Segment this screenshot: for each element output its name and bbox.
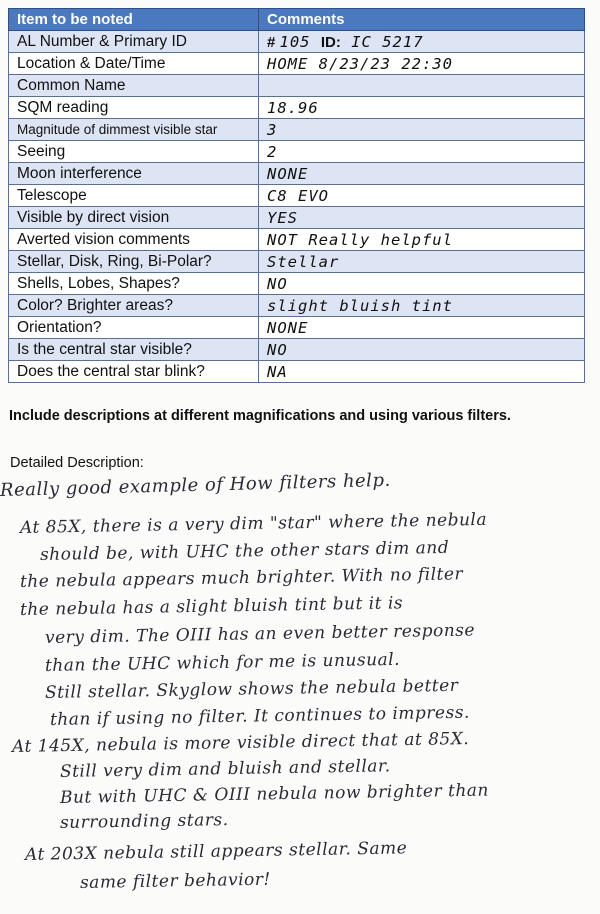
handwritten-line: than if using no filter. It continues to impress. [49, 702, 471, 730]
row-value: YES [259, 207, 585, 229]
row-label: Averted vision comments [9, 229, 259, 251]
table-row [9, 97, 585, 119]
header-item: Item to be noted [9, 9, 259, 31]
primary-id: IC 5217 [351, 32, 424, 51]
handwritten-line: Still very dim and bluish and stellar. [59, 756, 391, 782]
header-comments: Comments [259, 9, 585, 31]
handwritten-line: At 85X, there is a very dim "star" where the nebula [19, 509, 488, 538]
detailed-description-label: Detailed Description: [10, 455, 144, 471]
handwritten-line: But with UHC & OIII nebula now brighter than [59, 780, 490, 808]
row-label: Orientation? [9, 317, 259, 339]
row-label: Common Name [9, 75, 259, 97]
row-value: NA [259, 361, 585, 383]
row-label: Shells, Lobes, Shapes? [9, 273, 259, 295]
number-prefix: # [267, 33, 280, 51]
table-row [9, 75, 585, 97]
row-label: Seeing [9, 141, 259, 163]
table-row [9, 119, 585, 141]
row-label: Color? Brighter areas? [9, 295, 259, 317]
row-value: NONE [259, 163, 585, 185]
table-row [9, 53, 585, 75]
table-row [9, 185, 585, 207]
row-value: slight bluish tint [259, 295, 585, 317]
handwritten-line: than the UHC which for me is unusual. [44, 649, 401, 676]
handwritten-line: very dim. The OIII has an even better response [44, 620, 476, 648]
table-row [9, 229, 585, 251]
row-label: Location & Date/Time [9, 53, 259, 75]
row-value: NO [259, 273, 585, 295]
row-label: Moon interference [9, 163, 259, 185]
table-row [9, 251, 585, 273]
row-value: Stellar [259, 251, 585, 273]
id-label: ID: [320, 33, 341, 51]
handwritten-line: At 145X, nebula is more visible direct that at 85X. [11, 729, 470, 757]
instructions-text: Include descriptions at different magnifications and using various filters. [9, 408, 511, 424]
row-value: 2 [259, 141, 585, 163]
row-value: 18.96 [259, 97, 585, 119]
handwritten-line: At 203X nebula still appears stellar. Same [24, 838, 408, 865]
row-label: Does the central star blink? [9, 361, 259, 383]
table-header-row [9, 9, 585, 31]
row-label: AL Number & Primary ID [9, 31, 259, 53]
table-row [9, 317, 585, 339]
handwritten-line: the nebula has a slight bluish tint but it is [19, 593, 404, 620]
handwritten-line: the nebula appears much brighter. With no filter [19, 564, 464, 592]
row-label: SQM reading [9, 97, 259, 119]
handwritten-line: Really good example of How filters help. [0, 469, 391, 501]
row-value: C8 EVO [259, 185, 585, 207]
row-label: Stellar, Disk, Ring, Bi-Polar? [9, 251, 259, 273]
observation-table [8, 8, 585, 383]
row-value: HOME 8/23/23 22:30 [259, 53, 585, 75]
row-value: NOT Really helpful [259, 229, 585, 251]
handwritten-line: surrounding stars. [59, 810, 229, 833]
handwritten-line: Still stellar. Skyglow shows the nebula better [44, 675, 459, 703]
row-value [259, 75, 585, 97]
row-label: Magnitude of dimmest visible star [9, 119, 259, 141]
row-value: 3 [259, 119, 585, 141]
row-value: NO [259, 339, 585, 361]
table-row [9, 339, 585, 361]
al-number: 105 [279, 32, 311, 51]
row-label: Telescope [9, 185, 259, 207]
row-value [259, 31, 585, 53]
table-row [9, 163, 585, 185]
row-label: Is the central star visible? [9, 339, 259, 361]
table-row [9, 31, 585, 53]
table-row [9, 295, 585, 317]
table-row [9, 361, 585, 383]
table-row [9, 273, 585, 295]
handwritten-line: same filter behavior! [79, 869, 271, 893]
row-value: NONE [259, 317, 585, 339]
row-label: Visible by direct vision [9, 207, 259, 229]
handwritten-line: should be, with UHC the other stars dim and [39, 537, 450, 565]
table-row [9, 141, 585, 163]
table-row [9, 207, 585, 229]
